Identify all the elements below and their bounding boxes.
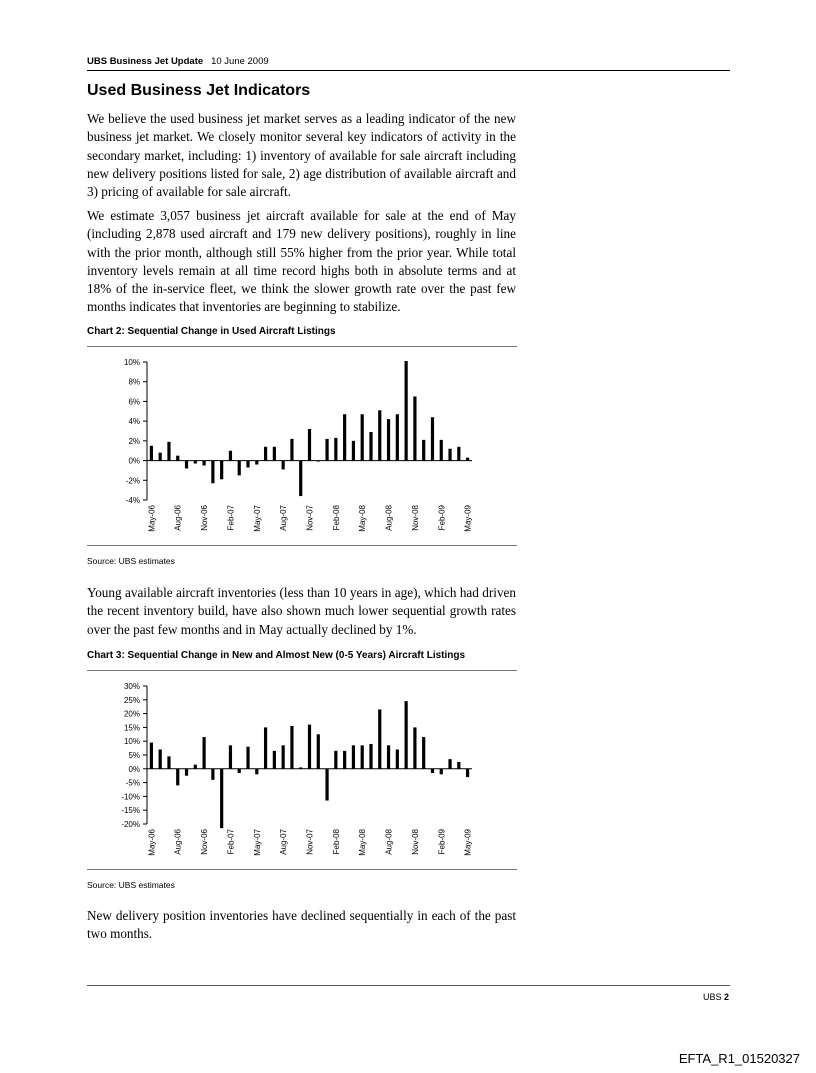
chart3-x-tick-label: Feb-09 (437, 829, 447, 855)
chart3-x-tick-label: Nov-06 (200, 829, 210, 855)
chart3-bar-Jun-07 (264, 727, 267, 768)
chart3-bar-Jul-07 (273, 751, 276, 769)
chart3-x-tick-label: May-06 (147, 829, 157, 856)
chart3-top-rule (87, 670, 517, 671)
chart3-bar-Mar-09 (448, 759, 451, 769)
chart2-bar-Sep-07 (290, 439, 293, 461)
chart2-bar-Jun-08 (369, 432, 372, 461)
chart2-bar-Oct-07 (299, 461, 302, 496)
chart2-bar-Apr-08 (352, 441, 355, 461)
chart3-bar-Aug-06 (176, 769, 179, 786)
chart3-y-tick-label: -10% (121, 792, 140, 802)
chart3-bottom-rule (87, 869, 517, 870)
chart3-bar-Dec-06 (211, 769, 214, 780)
chart2-bar-Mar-08 (343, 414, 346, 460)
chart2-y-tick-label: -4% (125, 496, 140, 505)
chart2-y-tick-label: -2% (125, 476, 140, 486)
chart3-x-tick-label: Aug-08 (384, 829, 394, 855)
page-number: 2 (723, 992, 729, 1002)
chart3-y-tick-label: 5% (128, 751, 140, 760)
chart3-bar-Aug-07 (282, 745, 285, 768)
chart2-y-tick-label: 6% (128, 397, 140, 407)
chart2-bar-Dec-07 (317, 461, 320, 462)
chart2-x-tick-label: May-08 (358, 505, 368, 532)
chart3-x-tick-label: May-09 (463, 829, 473, 856)
paragraph-young-aircraft: Young available aircraft inventories (less than 10 years in age), which had driven the recent inventory build, have also shown much lower sequential growth rates over the past few months and in May actually declined by 1%. (87, 585, 516, 637)
chart3-bar-Sep-07 (290, 726, 293, 769)
paragraph-intro: We believe the used business jet market serves as a leading indicator of the new business jet market. We closely monitor several key indicators of activity in the secondary market, including: 1) inventory of available for sale aircraft including new delivery positions listed for sale, 2) age distribution of available aircraft and 3) pricing of available for sale aircraft. (87, 111, 516, 200)
chart2-bar-Aug-07 (282, 461, 285, 470)
chart3-bar-Aug-08 (387, 745, 390, 768)
chart2-bar-Nov-08 (413, 397, 416, 461)
chart2-bar-May-06 (150, 446, 153, 461)
chart2-y-tick-label: 10% (123, 358, 140, 367)
chart2-bar-Oct-06 (194, 461, 197, 464)
chart2-bar-Mar-07 (238, 461, 241, 476)
chart2-x-tick-label: Aug-06 (173, 505, 183, 531)
chart3-x-tick-label: May-08 (358, 829, 368, 856)
chart3-bar-Nov-07 (308, 725, 311, 769)
chart2-bar-Jun-07 (264, 447, 267, 461)
chart3-y-tick-label: -15% (121, 806, 140, 816)
chart3-y-tick-label: -5% (125, 778, 140, 788)
chart2-bar-Jan-07 (220, 461, 223, 480)
chart2-x-tick-label: May-07 (252, 505, 262, 532)
chart3-bar-Sep-06 (185, 769, 188, 776)
chart3-bar-Dec-07 (317, 734, 320, 769)
chart2-bar-Aug-06 (176, 456, 179, 461)
chart3-y-tick-label: 20% (123, 709, 140, 719)
chart3-y-tick-label: 0% (128, 764, 140, 774)
running-header (87, 56, 269, 67)
chart3-bar-Dec-08 (422, 737, 425, 769)
chart2-bar-May-08 (361, 414, 364, 460)
paragraph-new-delivery: New delivery position inventories have declined sequentially in each of the past two months. (87, 908, 516, 942)
chart3-x-tick-label: Feb-08 (331, 829, 341, 855)
chart3-bar-May-06 (150, 743, 153, 769)
chart2-bar-Jun-06 (159, 453, 162, 461)
chart3-title: Chart 3: Sequential Change in New and Almost New (0-5 Years) Aircraft Listings (87, 650, 466, 661)
chart2-bar-Sep-08 (396, 414, 399, 460)
footer-brand: UBS (702, 992, 722, 1002)
chart2-bar-Apr-07 (246, 461, 249, 468)
chart3-bar-Jul-06 (167, 756, 170, 768)
chart3-y-tick-label: 30% (123, 682, 140, 691)
chart2-bar-Oct-08 (405, 361, 408, 461)
chart2-bar-Jul-06 (167, 442, 170, 461)
chart3-source: Source: UBS estimates (87, 880, 175, 890)
chart2-bar-Dec-08 (422, 440, 425, 461)
chart3-bar-Jun-08 (369, 744, 372, 769)
chart2-bar-Dec-06 (211, 461, 214, 484)
chart2-x-tick-label: Aug-08 (384, 505, 394, 531)
header-rule (87, 70, 730, 71)
chart3-new-aircraft-listings (87, 674, 517, 869)
chart3-x-tick-label: Feb-07 (226, 829, 236, 855)
section-title: Used Business Jet Indicators (87, 82, 311, 99)
chart3-bar-Apr-08 (352, 745, 355, 768)
chart3-bar-May-08 (361, 745, 364, 768)
chart3-x-tick-label: Aug-07 (279, 829, 289, 855)
chart3-y-tick-label: 25% (123, 695, 140, 705)
chart2-bar-Jul-08 (378, 410, 381, 460)
chart2-bar-Jul-07 (273, 447, 276, 461)
chart2-bar-Apr-09 (457, 447, 460, 461)
chart2-bar-Feb-07 (229, 451, 232, 461)
chart3-x-tick-label: Nov-08 (410, 829, 420, 855)
chart2-x-tick-label: May-09 (463, 505, 473, 532)
chart2-y-tick-label: 4% (128, 417, 140, 427)
chart2-bottom-rule (87, 545, 517, 546)
chart3-y-tick-label: 10% (123, 737, 140, 747)
chart2-top-rule (87, 346, 517, 347)
chart3-bar-Sep-08 (396, 749, 399, 768)
chart2-bar-Jan-09 (431, 417, 434, 460)
chart2-y-tick-label: 2% (128, 436, 140, 446)
chart2-bar-Aug-08 (387, 419, 390, 460)
chart3-bar-Jan-08 (325, 769, 328, 801)
chart2-bar-Jan-08 (325, 439, 328, 461)
chart3-bar-Apr-09 (457, 762, 460, 769)
chart3-x-tick-label: Aug-06 (173, 829, 183, 855)
chart3-bar-Apr-07 (246, 747, 249, 769)
chart2-bar-Sep-06 (185, 461, 188, 469)
chart2-bar-Nov-07 (308, 429, 311, 461)
chart3-x-tick-label: May-07 (252, 829, 262, 856)
footer-rule (87, 985, 730, 986)
chart3-bar-Jul-08 (378, 709, 381, 768)
chart2-bar-Feb-09 (440, 440, 443, 461)
chart2-used-aircraft-listings (87, 350, 517, 545)
chart3-bar-May-09 (466, 769, 469, 777)
chart3-bar-Jan-07 (220, 769, 223, 828)
paragraph-inventory: We estimate 3,057 business jet aircraft available for sale at the end of May (including 2,878 used aircraft and 179 new delivery positions), roughly in line with the prior month, although still 55% higher from the prior year. While total inventory levels remain at all time record highs both in absolute terms and at 18% of the in-service fleet, we think the slower growth rate over the past few months indicates that inventories are beginning to stabilize. (87, 208, 516, 315)
chart3-bar-Oct-06 (194, 765, 197, 769)
chart2-x-tick-label: Feb-09 (437, 505, 447, 531)
chart2-x-tick-label: Aug-07 (279, 505, 289, 531)
chart2-bar-Mar-09 (448, 449, 451, 461)
chart2-source: Source: UBS estimates (87, 556, 175, 566)
chart2-y-tick-label: 8% (128, 377, 140, 387)
chart2-x-tick-label: Feb-08 (331, 505, 341, 531)
page-footer (703, 992, 729, 1002)
chart2-y-tick-label: 0% (128, 456, 140, 466)
chart2-bar-Nov-06 (202, 461, 205, 466)
chart2-x-tick-label: Nov-07 (305, 505, 315, 531)
chart3-bar-Mar-08 (343, 751, 346, 769)
chart2-title: Chart 2: Sequential Change in Used Aircraft Listings (87, 326, 336, 337)
chart2-x-tick-label: Nov-06 (200, 505, 210, 531)
document-id: EFTA_R1_01520327 (678, 1051, 800, 1066)
chart2-bar-Feb-08 (334, 438, 337, 461)
chart2-x-tick-label: Nov-08 (410, 505, 420, 531)
chart3-y-tick-label: 15% (123, 723, 140, 733)
publication-date: 10 June 2009 (211, 56, 269, 67)
chart3-bar-Feb-08 (334, 751, 337, 769)
chart3-bar-Jan-09 (431, 769, 434, 773)
chart3-bar-Jun-06 (159, 749, 162, 768)
chart3-bar-Nov-06 (202, 737, 205, 769)
chart3-bar-May-07 (255, 769, 258, 775)
chart3-x-tick-label: Nov-07 (305, 829, 315, 855)
chart3-bar-Feb-09 (440, 769, 443, 775)
chart3-bar-Oct-08 (405, 701, 408, 769)
chart2-bar-May-09 (466, 458, 469, 461)
chart3-y-tick-label: -20% (121, 820, 140, 829)
chart3-bar-Oct-07 (299, 767, 302, 768)
chart2-bar-May-07 (255, 461, 258, 465)
publication-name: UBS Business Jet Update (87, 56, 204, 67)
chart2-x-tick-label: Feb-07 (226, 505, 236, 531)
chart2-x-tick-label: May-06 (147, 505, 157, 532)
chart3-bar-Feb-07 (229, 745, 232, 768)
chart3-bar-Nov-08 (413, 727, 416, 768)
chart3-bar-Mar-07 (238, 769, 241, 773)
